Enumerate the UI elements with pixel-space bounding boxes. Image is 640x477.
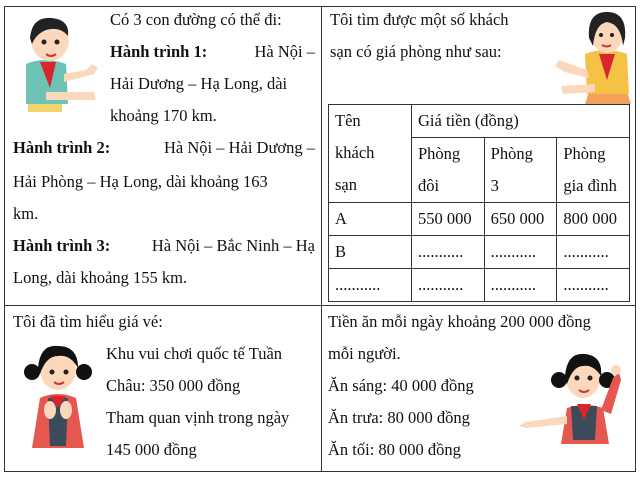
header-room-family xyxy=(557,138,630,203)
table-row xyxy=(329,269,630,302)
vertical-divider xyxy=(321,6,322,472)
route2-label: Hành trình 2: xyxy=(13,138,111,157)
header-hotel-name-line3: sạn xyxy=(335,175,357,194)
route2-line2: Hải Phòng – Hạ Long, dài khoảng 163 xyxy=(13,172,268,191)
route1-line1 xyxy=(110,42,315,62)
girl-ethnic-dress-illustration-icon xyxy=(22,338,92,456)
table-cell: ........... xyxy=(412,269,485,302)
horizontal-divider xyxy=(4,305,636,306)
table-cell: 550 000 xyxy=(412,203,485,236)
table-cell: ........... xyxy=(484,269,557,302)
food-breakfast: Ăn sáng: 40 000 đồng xyxy=(328,376,474,395)
header-hotel-name-line1: Tên xyxy=(335,111,361,130)
table-cell: ........... xyxy=(557,269,630,302)
food-line2: mỗi người. xyxy=(328,344,401,363)
header-hotel-name xyxy=(329,105,412,203)
ticket-line2: Châu: 350 000 đồng xyxy=(106,376,241,395)
table-cell: 650 000 xyxy=(484,203,557,236)
ticket-intro: Tôi đã tìm hiểu giá vé: xyxy=(13,312,163,331)
table-cell: ........... xyxy=(484,236,557,269)
route3-text1: Hà Nội – Bắc Ninh – Hạ xyxy=(151,236,315,255)
route2-line1 xyxy=(13,138,315,158)
boy-illustration-icon xyxy=(16,12,100,112)
route2-line3: km. xyxy=(13,204,39,223)
girl-yellow-shirt-illustration-icon xyxy=(555,8,633,104)
header-room-double-line2: đôi xyxy=(418,176,440,195)
girl-waving-illustration-icon xyxy=(515,348,625,448)
ticket-line4: 145 000 đồng xyxy=(106,440,197,459)
food-line1: Tiền ăn mỗi ngày khoảng 200 000 đồng xyxy=(328,312,591,331)
route3-line2: Long, dài khoảng 155 km. xyxy=(13,268,188,287)
table-cell: ........... xyxy=(557,236,630,269)
route3-label: Hành trình 3: xyxy=(13,236,111,255)
ticket-line3: Tham quan vịnh trong ngày xyxy=(106,408,290,427)
route1-label: Hành trình 1: xyxy=(110,42,208,61)
header-room-double xyxy=(412,138,485,203)
table-cell: B xyxy=(329,236,412,269)
route1-line2: Hải Dương – Hạ Long, dài xyxy=(110,74,288,93)
ticket-line1: Khu vui chơi quốc tế Tuần xyxy=(106,344,283,363)
table-row xyxy=(329,203,630,236)
header-room-family-line2: gia đình xyxy=(563,176,617,195)
table-cell: A xyxy=(329,203,412,236)
hotel-price-table xyxy=(328,104,630,302)
hotel-intro-line2: sạn có giá phòng như sau: xyxy=(330,42,502,61)
table-cell: ........... xyxy=(329,269,412,302)
routes-intro: Có 3 con đường có thể đi: xyxy=(110,10,282,29)
header-price: Giá tiền (đồng) xyxy=(412,105,630,138)
route1-text1: Hà Nội – xyxy=(254,42,315,61)
hotel-intro-line1: Tôi tìm được một số khách xyxy=(330,10,509,29)
food-lunch: Ăn trưa: 80 000 đồng xyxy=(328,408,470,427)
route1-line3: khoảng 170 km. xyxy=(110,106,217,125)
route3-line1 xyxy=(13,236,315,256)
table-row xyxy=(329,236,630,269)
header-room-family-line1: Phòng xyxy=(563,144,606,163)
header-room-triple-line1: Phòng xyxy=(490,144,533,163)
table-cell: ........... xyxy=(412,236,485,269)
route2-text1: Hà Nội – Hải Dương – xyxy=(163,138,315,157)
header-room-double-line1: Phòng xyxy=(418,144,461,163)
header-room-triple xyxy=(484,138,557,203)
food-dinner: Ăn tối: 80 000 đồng xyxy=(328,440,461,459)
header-hotel-name-line2: khách xyxy=(335,143,375,162)
table-cell: 800 000 xyxy=(557,203,630,236)
header-room-triple-line2: 3 xyxy=(490,176,499,195)
